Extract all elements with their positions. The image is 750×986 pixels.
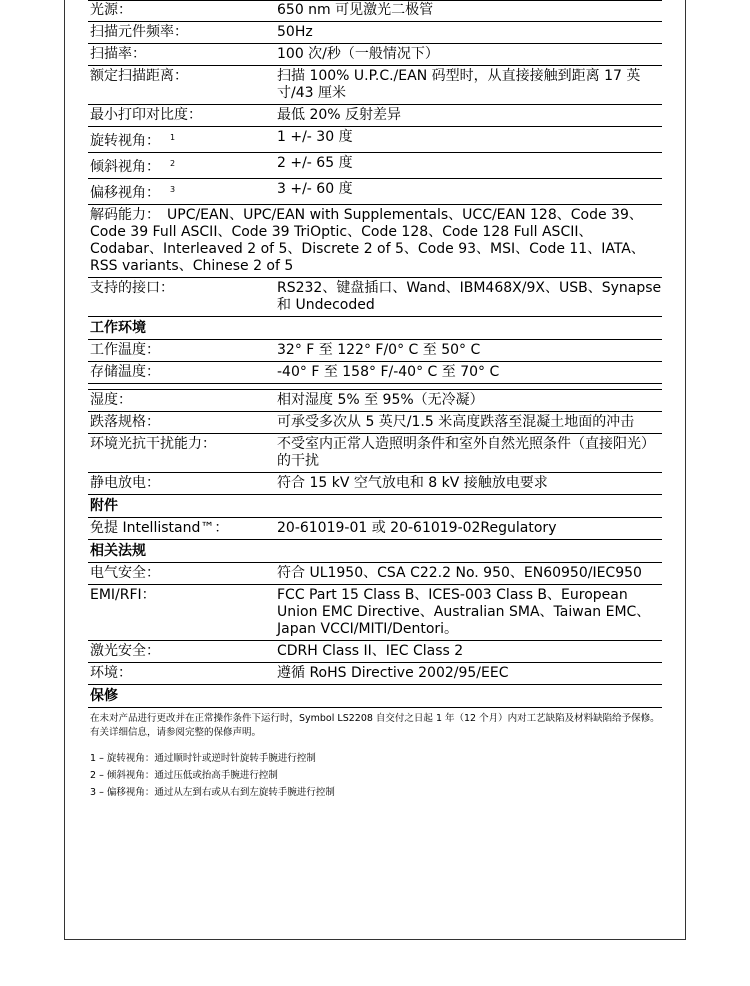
spec-label-text: 偏移视角： bbox=[90, 185, 160, 201]
spec-label: EMI/RFI： bbox=[90, 587, 156, 603]
footnote-skew: 3 – 偏移视角：通过从左到右或从右到左旋转手腕进行控制 bbox=[90, 787, 335, 798]
spec-label: 支持的接口： bbox=[90, 280, 174, 296]
spec-value: FCC Part 15 Class B、ICES-003 Class B、European Union EMC Directive、Australian SMA、Taiwan EMC、Japan VCCI/MITI/Dentori。 bbox=[277, 587, 651, 637]
spec-label: 最小打印对比度： bbox=[90, 107, 202, 123]
footnote-marker: 1 bbox=[170, 133, 176, 142]
spec-label bbox=[88, 127, 277, 152]
spec-row-storage-temp bbox=[88, 362, 662, 384]
spec-row-scan-frequency bbox=[88, 22, 662, 44]
spec-value: 650 nm 可见激光二极管 bbox=[277, 2, 434, 18]
spec-label: 额定扫描距离： bbox=[90, 68, 188, 84]
spec-value: 100 次/秒（一般情况下） bbox=[277, 46, 439, 62]
spec-label: 环境光抗干扰能力： bbox=[90, 436, 216, 452]
spec-row-humidity bbox=[88, 389, 662, 412]
footnote-marker: 3 bbox=[170, 185, 176, 194]
cut-off-row bbox=[88, 0, 662, 1]
spec-row-scan-distance bbox=[88, 66, 662, 105]
spec-label: 湿度： bbox=[90, 392, 132, 408]
spec-label: 光源： bbox=[90, 2, 132, 18]
spec-content bbox=[88, 0, 662, 801]
spec-row-skew bbox=[88, 179, 662, 205]
spec-value: 2 +/- 65 度 bbox=[277, 155, 353, 171]
spec-row-electrical-safety bbox=[88, 563, 662, 585]
spec-row-decode bbox=[88, 205, 662, 278]
spec-value: 可承受多次从 5 英尺/1.5 米高度跌落至混凝土地面的冲击 bbox=[277, 414, 635, 430]
spec-row-light-source bbox=[88, 0, 662, 22]
spec-value: 相对湿度 5% 至 95%（无冷凝） bbox=[277, 392, 484, 408]
spec-row-intellistand bbox=[88, 518, 662, 540]
spec-label bbox=[88, 153, 277, 178]
spec-label: 扫描元件频率： bbox=[90, 24, 188, 40]
spec-value: 不受室内正常人造照明条件和室外自然光照条件（直接阳光）的干扰 bbox=[277, 436, 655, 469]
spec-row-esd bbox=[88, 473, 662, 495]
section-title-regulatory: 相关法规 bbox=[88, 540, 662, 563]
spec-value: 符合 15 kV 空气放电和 8 kV 接触放电要求 bbox=[277, 475, 548, 491]
spec-row-interfaces bbox=[88, 278, 662, 317]
spec-label: 扫描率： bbox=[90, 46, 146, 62]
spec-row-roll bbox=[88, 127, 662, 153]
spec-row-laser-safety bbox=[88, 641, 662, 663]
spec-label: 存储温度： bbox=[90, 364, 160, 380]
spec-label: 免提 Intellistand™： bbox=[90, 520, 229, 536]
footnote-marker: 2 bbox=[170, 159, 176, 168]
spec-row-drop bbox=[88, 412, 662, 434]
spec-label: 工作温度： bbox=[90, 342, 160, 358]
spec-label: 环境： bbox=[90, 665, 132, 681]
spec-label-text: 旋转视角： bbox=[90, 133, 160, 149]
spec-label: 激光安全： bbox=[90, 643, 160, 659]
footnote-roll: 1 – 旋转视角：通过顺时针或逆时针旋转手腕进行控制 bbox=[90, 753, 316, 764]
spec-sheet bbox=[64, 0, 686, 940]
spec-value: 50Hz bbox=[277, 24, 313, 40]
spec-label: 电气安全： bbox=[90, 565, 160, 581]
spec-value: 符合 UL1950、CSA C22.2 No. 950、EN60950/IEC950 bbox=[277, 565, 642, 581]
spec-row-scan-rate bbox=[88, 44, 662, 66]
spec-value: 20-61019-01 或 20-61019-02Regulatory bbox=[277, 520, 557, 536]
spec-value: 遵循 RoHS Directive 2002/95/EEC bbox=[277, 665, 509, 681]
decode-capability: 解码能力： UPC/EAN、UPC/EAN with Supplementals、UCC/EAN 128、Code 39、Code 39 Full ASCII、Code 39 TriOptic、Code 128、Code 128 Full ASCII、Codabar、Interleaved 2 of 5、Discrete 2 of 5、Code 93、MSI、Code 11、IATA、RSS variants、Chinese 2 of 5 bbox=[90, 207, 645, 274]
spec-label: 跌落规格： bbox=[90, 414, 160, 430]
spec-value: 扫描 100% U.P.C./EAN 码型时，从直接接触到距离 17 英寸/43 厘米 bbox=[277, 68, 641, 101]
warranty-text: 在未对产品进行更改并在正常操作条件下运行时，Symbol LS2208 自交付之日起 1 年（12 个月）内对工艺缺陷及材料缺陷给予保修。有关详细信息，请参阅完整的保修声明。 bbox=[90, 713, 660, 738]
spec-value: 最低 20% 反射差异 bbox=[277, 107, 402, 123]
spec-label-text: 倾斜视角： bbox=[90, 159, 160, 175]
spec-value: -40° F 至 158° F/-40° C 至 70° C bbox=[277, 364, 500, 380]
spec-row-operating-temp bbox=[88, 340, 662, 362]
spec-value: 1 +/- 30 度 bbox=[277, 129, 353, 145]
spec-row-environmental bbox=[88, 663, 662, 685]
section-title-accessories: 附件 bbox=[88, 495, 662, 518]
spec-value: RS232、键盘插口、Wand、IBM468X/9X、USB、Synapse 和 Undecoded bbox=[277, 280, 662, 313]
section-title-environment: 工作环境 bbox=[88, 317, 662, 340]
spec-value: 3 +/- 60 度 bbox=[277, 181, 353, 197]
section-title-warranty: 保修 bbox=[88, 685, 662, 708]
spec-row-ambient-light bbox=[88, 434, 662, 473]
spec-value: 32° F 至 122° F/0° C 至 50° C bbox=[277, 342, 481, 358]
spec-row-pitch bbox=[88, 153, 662, 179]
spec-row-print-contrast bbox=[88, 105, 662, 127]
footnote-pitch: 2 – 倾斜视角：通过压低或抬高手腕进行控制 bbox=[90, 770, 278, 781]
spec-value: CDRH Class II、IEC Class 2 bbox=[277, 643, 464, 659]
spec-label: 静电放电： bbox=[90, 475, 160, 491]
spec-row-emi-rfi bbox=[88, 585, 662, 641]
spec-label bbox=[88, 179, 277, 204]
footnotes bbox=[88, 750, 662, 801]
